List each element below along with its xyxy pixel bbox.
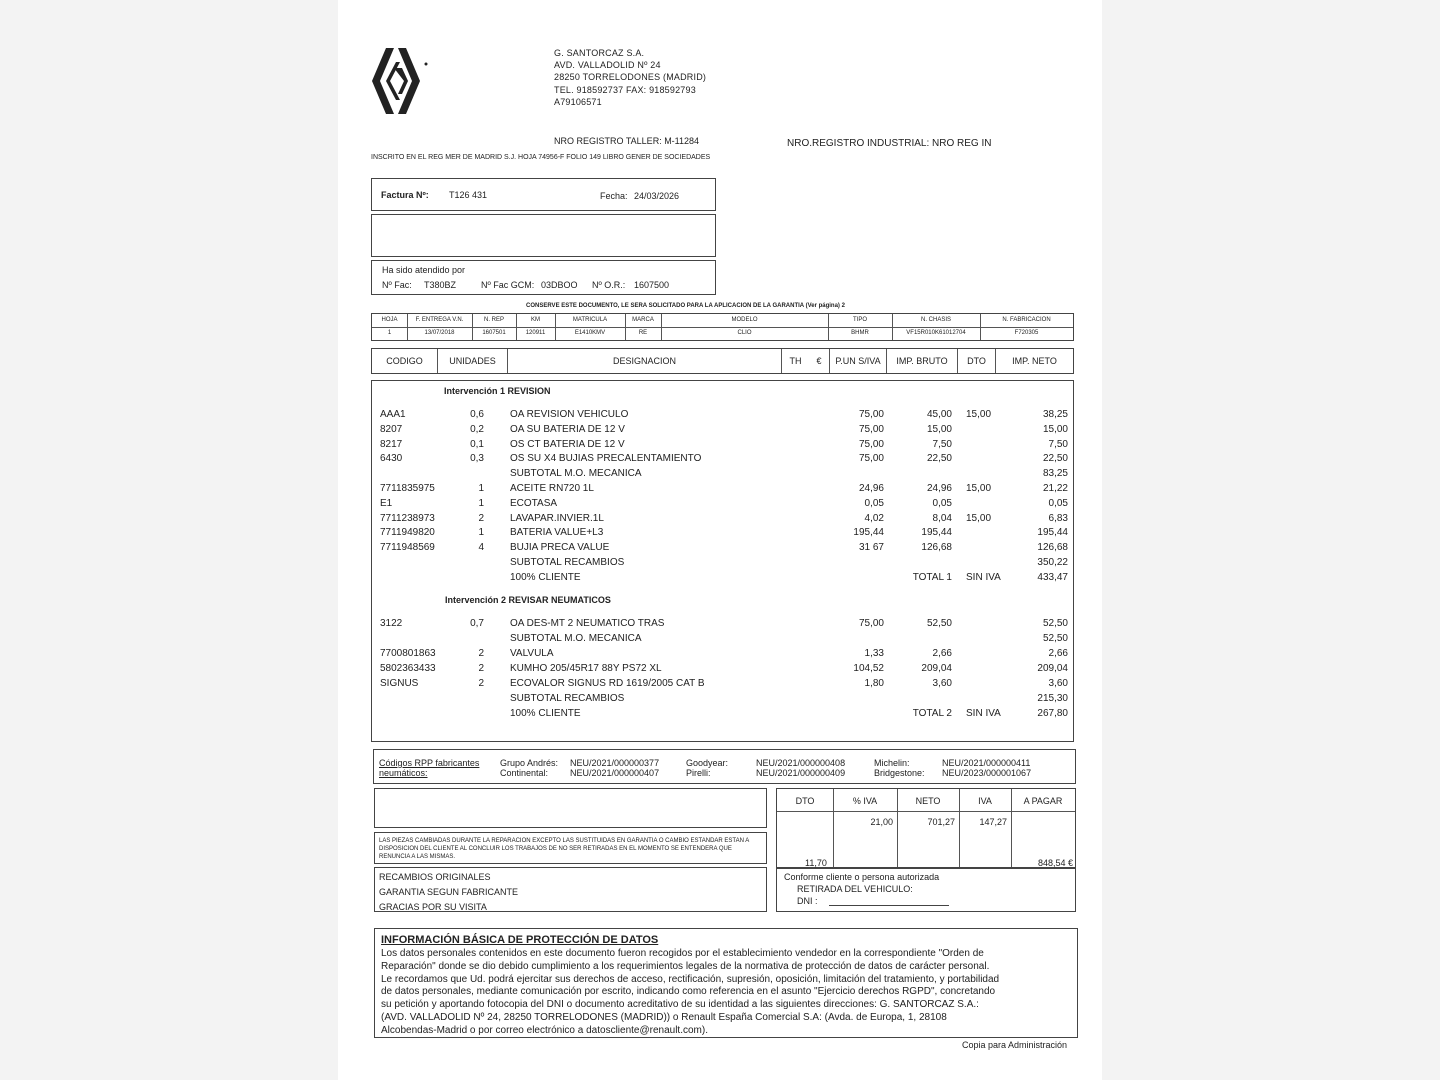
recambios-originales: RECAMBIOS ORIGINALES (379, 872, 491, 882)
registro-taller: NRO REGISTRO TALLER: M-11284 (554, 136, 700, 146)
inscrito-text: INSCRITO EN EL REG MER DE MADRID S.J. HOJA 74956-F FOLIO 149 LIBRO GENER DE SOCIEDADES (371, 154, 711, 161)
company-name: G. SANTORCAZ S.A. (554, 48, 645, 58)
vh-fabricacion: N. FABRICACION (1002, 317, 1051, 323)
factura-value: T126 431 (449, 190, 488, 200)
item-gross: TOTAL 2 (912, 708, 952, 719)
item-net: 350,22 (1037, 557, 1068, 568)
item-code: 6430 (380, 453, 403, 465)
item-desc: OS SU X4 BUJIAS PRECALENTAMIENTO (510, 453, 702, 465)
item-desc: OA DES-MT 2 NEUMATICO TRAS (510, 618, 665, 629)
item-code: 7711835975 (380, 483, 435, 494)
item-net: 215,30 (1037, 693, 1068, 704)
item-desc: 100% CLIENTE (510, 708, 581, 719)
rpp-name-bridgestone: Bridgestone: (874, 768, 925, 778)
item-code: 7700801863 (380, 648, 436, 659)
table-row (372, 542, 1073, 556)
vh-matricula: MATRICULA (572, 317, 608, 323)
table-row (372, 409, 1073, 423)
rpp-name-goodyear: Goodyear: (686, 758, 729, 768)
table-row (372, 439, 1073, 453)
item-gross: TOTAL 1 (912, 571, 952, 583)
vh-chasis: N. CHASIS (920, 317, 951, 323)
privacy-line-3: Le recordamos que Ud. podrá ejercitar sus derechos de acceso, rectificación, supresión, oposición, limitación del tratamiento, y portabilidad (381, 973, 1000, 985)
item-net: 195,44 (1037, 527, 1068, 539)
privacy-line-7: Alcobendas-Madrid o por correo electrónico a datoscliente@renault.com). (381, 1024, 708, 1036)
rpp-name-grupo-andres: Grupo Andrés: (500, 758, 559, 768)
piezas-box (374, 832, 767, 864)
col-neto: IMP. NETO (1012, 356, 1057, 366)
item-code: E1 (380, 497, 393, 509)
table-row (372, 424, 1073, 438)
gcm-label: Nº Fac GCM: (481, 280, 535, 290)
item-net: 15,00 (1042, 423, 1068, 435)
conformity-dni-label: DNI : (797, 896, 818, 906)
item-net: 267,80 (1037, 708, 1068, 719)
copy-note: Copia para Administración (962, 1040, 1068, 1050)
item-units: 0,1 (470, 438, 484, 450)
item-discount: 15,00 (966, 409, 992, 420)
piezas-notice: LAS PIEZAS CAMBIADAS DURANTE LA REPARACION EXCEPTO LAS SUSTITUIDAS EN GARANTIA O CAMBIO ESTANDAR ESTAN A DISPOSICION DEL CLIENTE AL CONCLUIR LOS TRABAJOS DE NO SER RETIRADAS EN EL MOMENTO SE ENTENDERA QUE RENUNCIA A LAS MISMAS. (379, 838, 749, 860)
notes-box (374, 788, 767, 828)
gracias-visita: GRACIAS POR SU VISITA (379, 902, 487, 912)
item-desc: SUBTOTAL RECAMBIOS (510, 557, 625, 568)
col-th-label: TH (789, 356, 802, 366)
totals-dto: 11,70 (805, 858, 827, 868)
rpp-code-bridgestone: NEU/2023/000001067 (942, 768, 1032, 778)
table-row (372, 663, 1073, 677)
rpp-code-goodyear: NEU/2021/000000408 (756, 758, 846, 768)
privacy-box (374, 928, 1078, 1038)
item-units: 1 (478, 527, 484, 539)
invoice-page (338, 0, 1102, 1080)
item-discount: 15,00 (966, 512, 992, 524)
fecha-label: Fecha: (600, 191, 628, 201)
vv-matricula: E1410KMV (574, 330, 606, 336)
vv-marca: RE (638, 330, 648, 336)
items-body (371, 380, 1074, 742)
col-euro-label: € (816, 356, 822, 366)
table-row (372, 708, 1073, 722)
dni-line (829, 905, 949, 906)
item-desc: ACEITE RN720 1L (510, 483, 594, 494)
rpp-code-pirelli: NEU/2021/000000409 (756, 768, 846, 778)
vh-nrep: N. REP (483, 317, 504, 323)
item-units: 2 (478, 648, 484, 659)
item-discount: SIN IVA (966, 571, 1001, 583)
item-net: 38,25 (1042, 409, 1068, 420)
totals-iva-header: IVA (978, 796, 992, 806)
item-desc: ECOVALOR SIGNUS RD 1619/2005 CAT B (510, 678, 705, 689)
item-unit-price: 0,05 (864, 497, 884, 509)
guarantee-notice: CONSERVE ESTE DOCUMENTO, LE SERA SOLICITADO PARA LA APLICACION DE LA GARANTIA (Ver página) 2 (526, 303, 845, 309)
item-unit-price: 4,02 (864, 512, 884, 524)
privacy-line-1: Los datos personales contenidos en este documento fueron recogidos por el establecimiento vendedor en la correspondiente "Orden de (381, 948, 984, 959)
col-bruto: IMP. BRUTO (887, 349, 958, 373)
vv-tipo: BHMR (851, 330, 869, 336)
item-desc: 100% CLIENTE (510, 571, 581, 583)
vv-hoja: 1 (387, 330, 392, 336)
rpp-name-michelin: Michelin: (874, 758, 910, 768)
item-units: 1 (478, 497, 484, 509)
table-row (372, 678, 1073, 692)
item-units: 0,3 (470, 453, 484, 465)
item-gross: 195,44 (921, 527, 952, 539)
rpp-code-grupo-andres: NEU/2021/000000377 (570, 758, 660, 768)
item-gross: 0,05 (932, 497, 952, 509)
item-desc: ECOTASA (510, 497, 558, 509)
rpp-label-2: neumáticos: (379, 768, 428, 778)
vh-hoja: HOJA (381, 317, 398, 323)
rpp-code-continental: NEU/2021/000000407 (570, 768, 660, 778)
totals-iva-pct-header: % IVA (852, 796, 878, 806)
totals-dto-header: DTO (795, 796, 815, 806)
item-net: 21,22 (1042, 483, 1068, 494)
factura-label: Factura Nº: (381, 190, 429, 200)
table-row (372, 557, 1073, 571)
item-unit-price: 1,33 (864, 648, 884, 659)
item-units: 4 (478, 542, 484, 554)
item-gross: 22,50 (926, 453, 952, 465)
item-gross: 52,50 (926, 618, 952, 629)
table-row (372, 693, 1073, 707)
item-net: 2,66 (1048, 648, 1068, 659)
item-code: 5802363433 (380, 663, 436, 674)
item-desc: KUMHO 205/45R17 88Y PS72 XL (510, 663, 662, 674)
conformity-box (776, 868, 1076, 912)
vh-entrega: F. ENTREGA V.N. (415, 317, 464, 323)
item-gross: 24,96 (926, 483, 952, 494)
table-row (372, 572, 1073, 586)
vh-km: KM (531, 317, 540, 323)
item-units: 0,2 (470, 423, 484, 435)
totals-neto: 701,27 (927, 817, 955, 827)
table-row (372, 618, 1073, 632)
item-unit-price: 75,00 (858, 618, 884, 629)
vv-km: 120911 (525, 330, 546, 336)
item-desc: SUBTOTAL M.O. MECANICA (510, 468, 642, 480)
item-desc: SUBTOTAL RECAMBIOS (510, 693, 625, 704)
or-label: Nº O.R.: (592, 280, 626, 290)
garantia-fabricante: GARANTIA SEGUN FABRICANTE (379, 887, 519, 897)
item-units: 0,7 (470, 618, 484, 629)
or-value: 1607500 (634, 280, 670, 290)
item-gross: 209,04 (921, 663, 952, 674)
item-desc: OA REVISION VEHICULO (510, 409, 629, 420)
totals-iva: 147,27 (979, 817, 1007, 827)
company-address (554, 47, 706, 108)
item-gross: 3,60 (932, 678, 952, 689)
col-unidades: UNIDADES (438, 349, 508, 373)
item-net: 3,60 (1048, 678, 1068, 689)
totals-a-pagar: 848,54 € (1037, 858, 1073, 868)
item-units: 2 (478, 663, 484, 674)
item-gross: 126,68 (921, 542, 952, 554)
vh-marca: MARCA (632, 317, 654, 323)
item-net: 22,50 (1042, 453, 1068, 465)
table-row (372, 527, 1073, 541)
item-unit-price: 75,00 (858, 409, 884, 420)
vv-fabricacion: F720305 (1014, 330, 1039, 336)
vv-chasis: VF15R010K61012704 (906, 330, 966, 336)
nfac-value: T380BZ (424, 280, 457, 290)
items-header (371, 348, 1074, 374)
table-row (372, 453, 1073, 467)
table-row (372, 513, 1073, 527)
item-unit-price: 31 67 (858, 542, 884, 554)
item-net: 52,50 (1042, 618, 1068, 629)
item-gross: 8,04 (932, 512, 952, 524)
table-row (372, 648, 1073, 662)
item-desc: LAVAPAR.INVIER.1L (510, 512, 604, 524)
item-unit-price: 1,80 (864, 678, 884, 689)
renault-logo-icon (368, 46, 428, 116)
totals-neto-header: NETO (915, 796, 941, 806)
vv-modelo: CLIO (737, 330, 752, 336)
item-gross: 2,66 (932, 648, 952, 659)
privacy-line-5: su petición y aportando fotocopia del DNI o documento acreditativo de su identidad a las siguientes direcciones: G. SANTORCAZ S.A.: (381, 999, 979, 1011)
col-codigo: CODIGO (372, 349, 438, 373)
item-code: 8217 (380, 438, 403, 450)
conformity-line1: Conforme cliente o persona autorizada (784, 872, 940, 882)
item-net: 126,68 (1037, 542, 1068, 554)
item-desc: OA SU BATERIA DE 12 V (510, 423, 625, 435)
item-code: SIGNUS (380, 678, 419, 689)
item-desc: BUJIA PRECA VALUE (510, 542, 610, 554)
table-row (372, 498, 1073, 512)
item-code: 7711238973 (380, 512, 435, 524)
rpp-code-michelin: NEU/2021/000000411 (942, 758, 1031, 768)
item-unit-price: 24,96 (858, 483, 884, 494)
col-designacion: DESIGNACION (508, 349, 782, 373)
item-net: 0,05 (1048, 497, 1068, 509)
item-unit-price: 75,00 (858, 423, 884, 435)
item-gross: 45,00 (926, 409, 952, 420)
registro-industrial: NRO.REGISTRO INDUSTRIAL: NRO REG IN (787, 138, 992, 149)
item-unit-price: 75,00 (858, 438, 884, 450)
item-code: 8207 (380, 423, 403, 435)
col-pun: P.UN S/IVA (830, 349, 887, 373)
privacy-line-4: de datos personales, mediante comunicación por escrito, indicando como referencia en el asunto "Ejercicio derechos RGPD", concretando (381, 986, 996, 998)
item-unit-price: 104,52 (853, 663, 884, 674)
item-units: 2 (478, 512, 484, 524)
item-code: 7711948569 (380, 542, 435, 554)
vh-tipo: TIPO (852, 317, 867, 323)
vh-modelo: MODELO (731, 317, 758, 323)
rpp-name-pirelli: Pirelli: (686, 768, 711, 778)
vv-entrega: 13/07/2018 (424, 330, 455, 336)
footer-left-box (374, 867, 767, 912)
privacy-line-2: Reparación" donde se dio debido cumplimiento a los requerimientos legales de la normativa de protección de datos de carácter personal. (381, 960, 990, 972)
gcm-value: 03DBOO (541, 280, 578, 290)
attended-box (371, 260, 716, 295)
vv-nrep: 1607501 (482, 330, 506, 336)
company-cif: A79106571 (554, 96, 602, 107)
item-net: 52,50 (1042, 633, 1068, 644)
item-code: 3122 (380, 618, 403, 629)
item-units: 0,6 (470, 409, 484, 420)
intervention-2-title: Intervención 2 REVISAR NEUMATICOS (445, 595, 611, 605)
totals-iva-pct: 21,00 (870, 817, 893, 827)
table-row (372, 468, 1073, 482)
table-row (372, 633, 1073, 647)
totals-table (776, 788, 1076, 868)
item-discount: SIN IVA (966, 708, 1001, 719)
item-code: 7711949820 (380, 527, 435, 539)
item-units: 1 (478, 483, 484, 494)
col-dto: DTO (958, 349, 996, 373)
vehicle-table (371, 313, 1074, 341)
item-desc: SUBTOTAL M.O. MECANICA (510, 633, 642, 644)
company-city: 28250 TORRELODONES (MADRID) (554, 72, 707, 83)
item-gross: 7,50 (932, 438, 952, 450)
item-gross: 15,00 (926, 423, 952, 435)
redacted-area (759, 162, 981, 246)
rpp-box (373, 749, 1076, 784)
item-desc: BATERIA VALUE+L3 (510, 527, 604, 539)
company-street: AVD. VALLADOLID Nº 24 (554, 60, 661, 71)
rpp-label-1: Códigos RPP fabricantes (379, 758, 480, 768)
item-net: 209,04 (1037, 663, 1068, 674)
company-phone: TEL. 918592737 FAX: 918592793 (554, 84, 696, 95)
conformity-line2: RETIRADA DEL VEHICULO: (797, 884, 913, 894)
fecha-value: 24/03/2026 (634, 191, 680, 201)
col-th (782, 349, 830, 373)
item-desc: OS CT BATERIA DE 12 V (510, 438, 625, 450)
privacy-line-6: (AVD. VALLADOLID Nº 24, 28250 TORRELODONES (MADRID)) o Renault España Comercial S.A: (Avda. de Europa, 1, 28108 (381, 1011, 947, 1023)
rpp-name-continental: Continental: (500, 768, 549, 778)
invoice-number-box (371, 178, 716, 211)
item-net: 6,83 (1048, 512, 1068, 524)
privacy-title: INFORMACIÓN BÁSICA DE PROTECCIÓN DE DATOS (381, 934, 659, 946)
totals-pagar-header: A PAGAR (1023, 796, 1063, 806)
item-unit-price: 75,00 (858, 453, 884, 465)
item-net: 433,47 (1037, 571, 1068, 583)
item-code: AAA1 (380, 409, 406, 420)
table-row (372, 483, 1073, 497)
intervention-1-title: Intervención 1 REVISION (444, 386, 551, 396)
item-net: 7,50 (1048, 438, 1068, 450)
item-units: 2 (478, 678, 484, 689)
customer-box (371, 214, 716, 257)
item-desc: VALVULA (510, 648, 554, 659)
privacy-text (381, 948, 999, 1038)
attended-label: Ha sido atendido por (382, 265, 466, 275)
item-discount: 15,00 (966, 483, 992, 494)
item-unit-price: 195,44 (853, 527, 884, 539)
nfac-label: Nº Fac: (382, 280, 412, 290)
item-net: 83,25 (1042, 468, 1068, 480)
